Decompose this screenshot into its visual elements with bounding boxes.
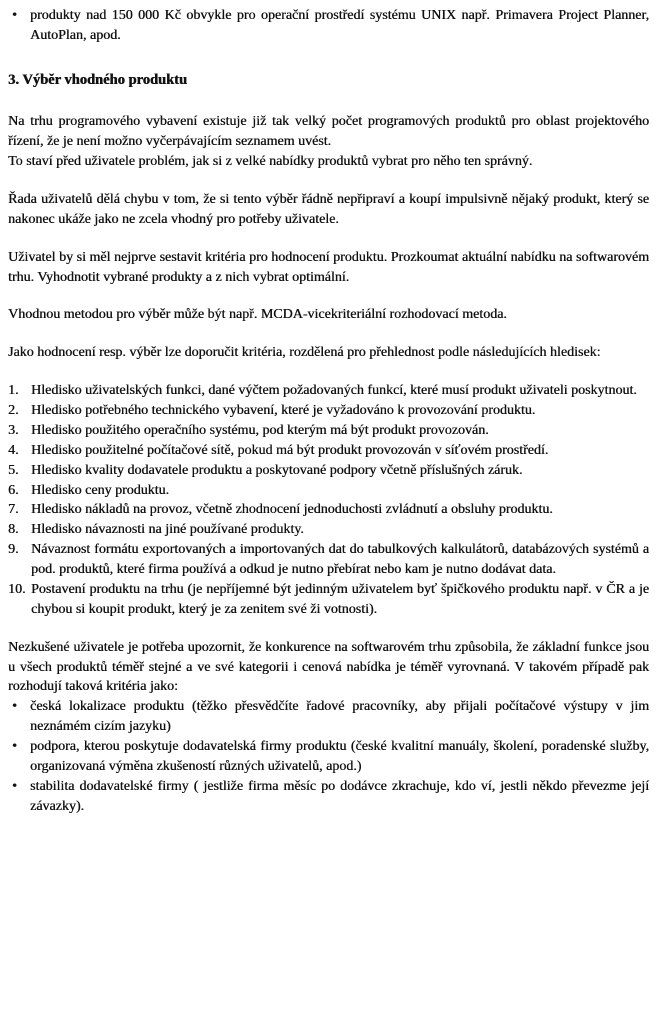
bullet-item [8, 737, 649, 777]
list-text: Hledisko potřebného technického vybavení, které je vyžadováno k provozování produktu. [31, 403, 536, 419]
list-item [8, 441, 649, 461]
closing-bullet-list [8, 697, 649, 816]
bullet-item [8, 777, 649, 817]
list-marker: 4. [8, 442, 19, 458]
criteria-list [8, 381, 649, 620]
list-marker: 6. [8, 482, 19, 498]
paragraph-user-problem: To staví před uživatele problém, jak si z velké nabídky produktů vybrat pro něho ten správný. [8, 154, 533, 170]
list-text: Postavení produktu na trhu (je nepříjemné být jedinným uživatelem byť špičkového produktu např. v ČR a je chybou si koupit produkt, který je za zenitem své ži votnosti). [31, 581, 649, 617]
closing-paragraph: Nezkušené uživatele je potřeba upozornit, že konkurence na softwarovém trhu způsobila, že základní funkce jsou u všech produktů téměř stejné a ve své kategorii i cenová nabídka je téměř vyrovnaná. V takovém případě pak rozhodují taková kritéria jako: [8, 639, 649, 695]
paragraph-mcda-method: Vhodnou metodou pro výběr může být např. MCDA-vicekriteriální rozhodovací metoda. [8, 307, 507, 323]
top-bullet-text: produkty nad 150 000 Kč obvykle pro operační prostředí systému UNIX např. Primavera Project Planner, AutoPlan, apod. [30, 8, 649, 43]
list-item [8, 580, 649, 620]
paragraph-criteria-advice: Uživatel by si měl nejprve sestavit kritéria pro hodnocení produktu. Prozkoumat aktuální nabídku na softwarovém trhu. Vyhodnotit vybrané produkty a z nich vybrat optimální. [8, 249, 649, 285]
list-text: Návaznost formátu exportovaných a importovaných dat do tabulkových kalkulátorů, databázových systémů a pod. produktů, které firma používá a odkud je nutno přebírat nebo kam je nutno dodávat data. [31, 542, 649, 578]
list-item [8, 421, 649, 441]
section-heading: 3. Výběr vhodného produktu [8, 71, 187, 88]
paragraph-list-intro: Jako hodnocení resp. výběr lze doporučit kritéria, rozdělená pro přehlednost podle následujících hledisek: [8, 345, 601, 361]
list-item [8, 481, 649, 501]
bullet-item [8, 697, 649, 737]
list-text: Hledisko uživatelských funkci, dané výčtem požadovaných funkcí, které musí produkt uživateli poskytnout. [31, 383, 637, 399]
list-marker: 9. [8, 542, 19, 558]
list-text: Hledisko kvality dodavatele produktu a poskytované podpory včetně příslušných záruk. [31, 462, 523, 478]
list-item [8, 500, 649, 520]
list-marker: 7. [8, 502, 19, 518]
list-marker: 5. [8, 462, 19, 478]
list-marker: 3. [8, 422, 19, 438]
list-marker: 1. [8, 383, 19, 399]
list-marker: 2. [8, 403, 19, 419]
list-text: Hledisko použitého operačního systému, pod kterým má být produkt provozován. [31, 422, 489, 438]
bullet-icon: • [12, 778, 17, 794]
list-text: Hledisko ceny produktu. [31, 482, 170, 498]
list-item [8, 461, 649, 481]
list-text: Hledisko použitelné počítačové sítě, pokud má být produkt provozován v síťovém prostředí. [31, 442, 549, 458]
bullet-icon: • [12, 739, 17, 755]
bullet-text: stabilita dodavatelské firmy ( jestliže firma měsíc po dodávce zkrachuje, kdo ví, jestli někdo převezme její závazky). [30, 778, 649, 814]
list-text: Hledisko nákladů na provoz, včetně zhodnocení jednoduchosti zvládnutí a obsluhy produktu. [31, 502, 553, 518]
list-item [8, 401, 649, 421]
bullet-text: podpora, kterou poskytuje dodavatelská firmy produktu (české kvalitní manuály, školení, poradenské služby, organizovaná výměna zkušeností různých uživatelů, apod.) [30, 739, 649, 774]
list-marker: 10. [8, 581, 26, 597]
list-item [8, 540, 649, 580]
bullet-text: česká lokalizace produktu (těžko přesvědčíte řadové pracovníky, aby přijali počítačové výstupy v jim neznámém cizím jazyku) [30, 699, 649, 735]
list-item [8, 520, 649, 540]
paragraph-impulsive-buy: Řada uživatelů dělá chybu v tom, že si tento výběr řádně nepřipraví a koupí impulsivně nějaký produkt, který se nakonec ukáže jako ne zcela vhodný pro potřeby uživatele. [8, 191, 649, 227]
list-text: Hledisko návaznosti na jiné používané produkty. [31, 522, 304, 538]
list-marker: 8. [8, 522, 19, 538]
top-bullet-item [8, 6, 649, 46]
bullet-icon: • [12, 8, 17, 23]
paragraph-market-overview: Na trhu programového vybavení existuje již tak velký počet programových produktů pro oblast projektového řízení, že je není možno vyčerpávajícím seznamem uvést. [8, 114, 649, 150]
bullet-icon: • [12, 699, 17, 715]
list-item [8, 381, 649, 401]
